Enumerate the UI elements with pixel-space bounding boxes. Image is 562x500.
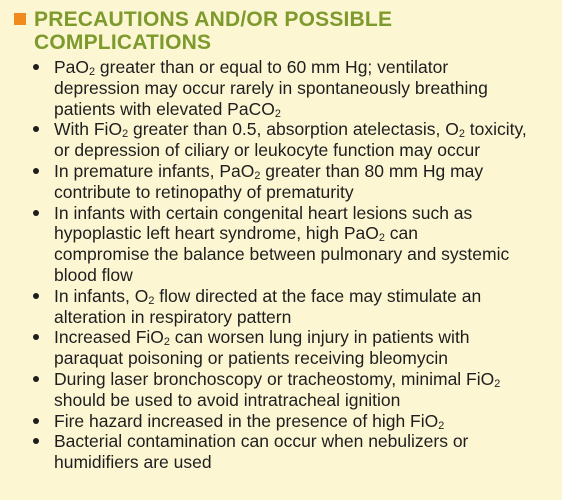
bullet-icon bbox=[33, 64, 39, 70]
item-line: blood flow bbox=[54, 264, 133, 285]
item-line: During laser bronchoscopy or tracheostomy, minimal FiO$_2$ bbox=[54, 368, 501, 390]
bullet-icon bbox=[33, 293, 39, 299]
item-line: PaO$_2$ greater than or equal to 60 mm Hg; ventilator bbox=[54, 57, 449, 78]
item-line: hypoplastic left heart syndrome, high PaO$_2$ can bbox=[54, 223, 419, 245]
list-item bbox=[14, 119, 548, 161]
item-line: alteration in respiratory pattern bbox=[54, 306, 292, 327]
item-line: In infants with certain congenital heart lesions such as bbox=[54, 202, 473, 223]
bullet-icon bbox=[33, 418, 39, 424]
bullet-icon bbox=[33, 376, 39, 382]
item-line: contribute to retinopathy of prematurity bbox=[54, 181, 354, 202]
item-line: humidifiers are used bbox=[54, 452, 212, 473]
item-line: compromise the balance between pulmonary and systemic bbox=[54, 244, 510, 265]
item-line: In infants, $O_2$ flow directed at the face may stimulate an bbox=[54, 285, 482, 307]
list-item bbox=[14, 327, 548, 369]
item-line: Bacterial contamination can occur when nebulizers or bbox=[54, 431, 469, 452]
bullet-icon bbox=[33, 126, 39, 132]
section-heading bbox=[14, 8, 548, 54]
heading-line-2: COMPLICATIONS bbox=[34, 31, 212, 54]
bullet-icon bbox=[33, 334, 39, 340]
bullet-icon bbox=[33, 168, 39, 174]
item-line: paraquat poisoning or patients receiving bleomycin bbox=[54, 348, 448, 369]
orange-square-marker-icon bbox=[14, 13, 26, 25]
item-line: Increased FiO$_2$ can worsen lung injury in patients with bbox=[54, 327, 470, 349]
bullet-icon bbox=[33, 438, 39, 444]
bullet-icon bbox=[33, 210, 39, 216]
list-item bbox=[14, 161, 548, 203]
list-item bbox=[14, 411, 548, 432]
item-line: depression may occur rarely in spontaneously breathing bbox=[54, 77, 488, 98]
precautions-list bbox=[14, 57, 548, 473]
item-line: Fire hazard increased in the presence of high FiO$_2$ bbox=[54, 410, 445, 432]
list-item bbox=[14, 369, 548, 411]
list-item bbox=[14, 203, 548, 286]
item-line: or depression of ciliary or leukocyte function may occur bbox=[54, 140, 481, 161]
item-line: patients with elevated PaCO$_2$ bbox=[54, 98, 281, 120]
list-item bbox=[14, 286, 548, 328]
item-line: With FiO$_2$ greater than 0.5, absorption atelectasis, $O_2$ toxicity, bbox=[54, 119, 527, 141]
heading-line-1: PRECAUTIONS AND/OR POSSIBLE bbox=[34, 8, 393, 31]
item-line: should be used to avoid intratracheal ignition bbox=[54, 389, 401, 410]
item-line: In premature infants, PaO$_2$ greater than 80 mm Hg may bbox=[54, 160, 484, 182]
list-item bbox=[14, 431, 548, 473]
list-item bbox=[14, 57, 548, 119]
